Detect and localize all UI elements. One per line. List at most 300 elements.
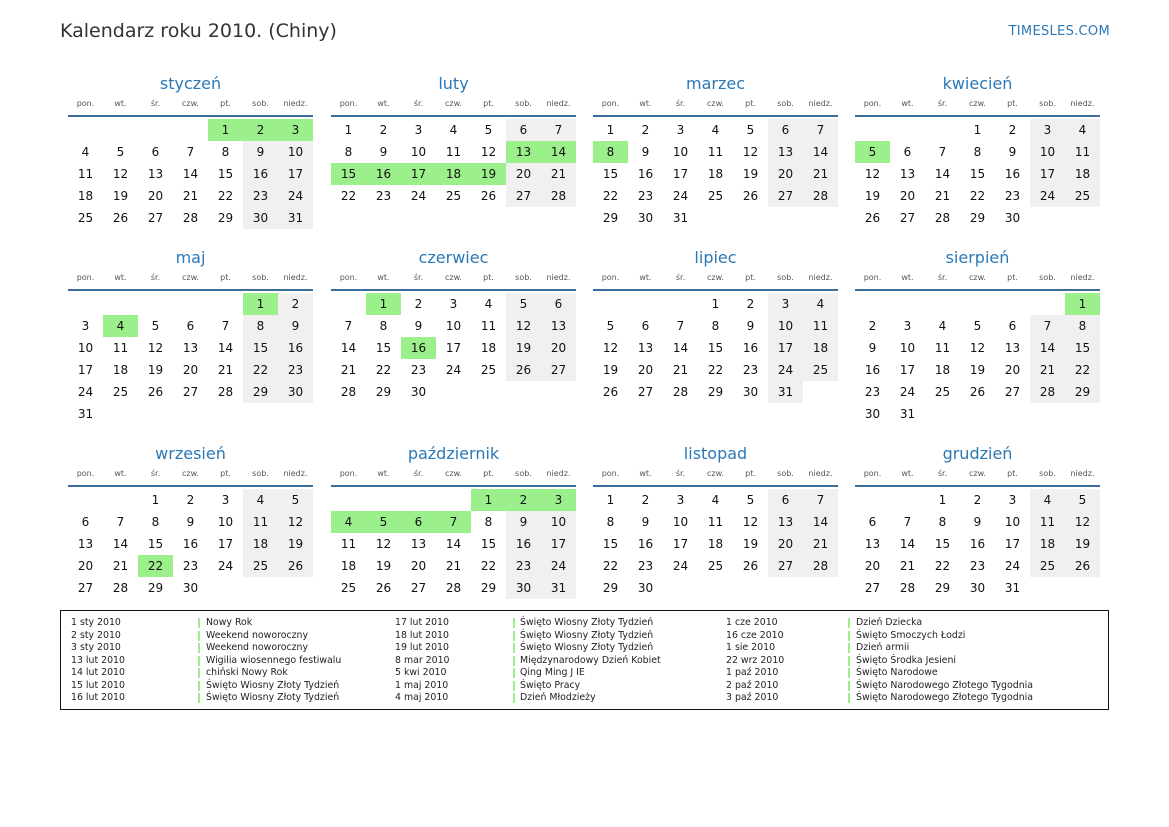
holiday-marker xyxy=(848,643,850,653)
day-cell: 21 xyxy=(803,533,838,555)
weekday-label: pt. xyxy=(1007,469,1018,478)
day-cell: 4 xyxy=(711,123,720,137)
day-cell: 18 xyxy=(436,163,471,185)
month-block xyxy=(68,247,313,425)
day-cell: 13 xyxy=(899,167,916,181)
day-grid xyxy=(68,291,313,425)
day-cell: 12 xyxy=(602,341,619,355)
month-block xyxy=(68,443,313,599)
day-cell: 6 xyxy=(768,489,803,511)
day-cell: 25 xyxy=(340,581,357,595)
day-cell: 2 xyxy=(414,297,423,311)
weekday-label: pon. xyxy=(339,273,358,282)
day-cell: 19 xyxy=(147,363,164,377)
day-cell: 5 xyxy=(366,511,401,533)
weekday-header xyxy=(68,97,313,117)
weekday-header xyxy=(855,271,1100,291)
holiday-date: 17 lut 2010 xyxy=(395,617,449,628)
weekday-label: pt. xyxy=(1007,273,1018,282)
day-cell: 13 xyxy=(864,537,881,551)
day-cell: 24 xyxy=(410,189,427,203)
holiday-name: Święto Wiosny Złoty Tydzień xyxy=(206,692,340,703)
day-cell: 22 xyxy=(969,189,986,203)
day-cell: 12 xyxy=(742,515,759,529)
weekday-label: czw. xyxy=(969,273,986,282)
weekday-label: pt. xyxy=(745,273,756,282)
weekday-header xyxy=(68,271,313,291)
day-cell: 15 xyxy=(602,167,619,181)
day-cell: 20 xyxy=(1004,363,1021,377)
day-cell: 22 xyxy=(375,363,392,377)
holiday-marker xyxy=(198,618,200,628)
day-cell: 1 xyxy=(606,493,615,507)
holiday-date: 22 wrz 2010 xyxy=(726,654,785,666)
holiday-marker xyxy=(198,681,200,691)
weekday-label: pon. xyxy=(339,99,358,108)
day-cell: 19 xyxy=(969,363,986,377)
holiday-list xyxy=(60,610,1109,710)
day-cell: 8 xyxy=(711,319,720,333)
day-cell: 13 xyxy=(768,141,803,163)
weekday-label: śr. xyxy=(675,469,686,478)
day-cell: 21 xyxy=(112,559,129,573)
day-cell: 4 xyxy=(243,489,278,511)
day-cell: 26 xyxy=(112,211,129,225)
brand-link[interactable]: TIMESLES.COM xyxy=(1008,24,1110,39)
day-cell: 23 xyxy=(182,559,199,573)
day-cell: 20 xyxy=(864,559,881,573)
day-cell: 14 xyxy=(541,141,576,163)
day-cell: 10 xyxy=(1004,515,1021,529)
day-cell: 20 xyxy=(182,363,199,377)
empty-cell xyxy=(628,293,663,315)
day-cell: 27 xyxy=(147,211,164,225)
weekday-label: niedz. xyxy=(1070,273,1095,282)
day-cell: 17 xyxy=(899,363,916,377)
day-cell: 8 xyxy=(344,145,353,159)
day-cell: 16 xyxy=(243,163,278,185)
day-cell: 11 xyxy=(340,537,357,551)
weekday-label: pon. xyxy=(339,469,358,478)
day-cell: 24 xyxy=(672,189,689,203)
day-grid xyxy=(331,291,576,403)
day-cell: 15 xyxy=(707,341,724,355)
day-cell: 8 xyxy=(221,145,230,159)
empty-cell xyxy=(471,381,506,403)
day-cell: 23 xyxy=(742,363,759,377)
day-cell: 16 xyxy=(366,163,401,185)
empty-cell xyxy=(1065,207,1100,229)
day-cell: 1 xyxy=(711,297,720,311)
day-cell: 30 xyxy=(637,581,654,595)
day-grid xyxy=(68,117,313,229)
day-cell: 18 xyxy=(803,337,838,359)
weekday-label: sob. xyxy=(777,469,794,478)
holiday-name: Weekend noworoczny xyxy=(206,642,309,653)
day-cell: 22 xyxy=(602,189,619,203)
empty-cell xyxy=(698,577,733,599)
day-cell: 31 xyxy=(768,381,803,403)
day-cell: 8 xyxy=(593,141,628,163)
empty-cell xyxy=(855,489,890,511)
day-cell: 20 xyxy=(77,559,94,573)
day-cell: 26 xyxy=(602,385,619,399)
day-cell: 23 xyxy=(1004,189,1021,203)
day-cell: 5 xyxy=(278,489,313,511)
day-cell: 17 xyxy=(217,537,234,551)
day-cell: 13 xyxy=(506,141,541,163)
weekday-label: czw. xyxy=(969,99,986,108)
holiday-marker xyxy=(198,693,200,703)
day-cell: 29 xyxy=(243,381,278,403)
day-cell: 16 xyxy=(969,537,986,551)
day-cell: 24 xyxy=(217,559,234,573)
day-grid xyxy=(593,487,838,599)
day-cell: 8 xyxy=(484,515,493,529)
day-cell: 11 xyxy=(934,341,951,355)
day-cell: 11 xyxy=(77,167,94,181)
day-cell: 23 xyxy=(969,559,986,573)
day-cell: 16 xyxy=(637,537,654,551)
day-cell: 6 xyxy=(768,119,803,141)
day-cell: 4 xyxy=(103,315,138,337)
day-cell: 13 xyxy=(147,167,164,181)
day-cell: 29 xyxy=(969,211,986,225)
holiday-name: Święto Wiosny Złoty Tydzień xyxy=(520,629,654,641)
empty-cell xyxy=(855,119,890,141)
day-cell: 18 xyxy=(77,189,94,203)
weekday-label: czw. xyxy=(969,469,986,478)
holiday-name: Święto Środka Jesieni xyxy=(856,654,956,666)
day-cell: 17 xyxy=(1004,537,1021,551)
day-cell: 11 xyxy=(480,319,497,333)
empty-cell xyxy=(436,381,471,403)
weekday-header xyxy=(593,97,838,117)
day-cell: 20 xyxy=(541,337,576,359)
day-cell: 17 xyxy=(672,537,689,551)
day-cell: 10 xyxy=(77,341,94,355)
day-cell: 12 xyxy=(1065,511,1100,533)
empty-cell xyxy=(925,403,960,425)
month-block xyxy=(331,443,576,599)
month-block xyxy=(593,247,838,403)
weekday-label: czw. xyxy=(445,99,462,108)
holiday-name: chiński Nowy Rok xyxy=(206,667,288,678)
day-cell: 26 xyxy=(480,189,497,203)
weekday-label: czw. xyxy=(707,273,724,282)
holiday-marker xyxy=(198,643,200,653)
holiday-date: 13 lut 2010 xyxy=(71,654,125,666)
day-cell: 15 xyxy=(243,337,278,359)
day-cell: 22 xyxy=(138,555,173,577)
day-cell: 5 xyxy=(746,123,755,137)
day-cell: 7 xyxy=(938,145,947,159)
day-cell: 27 xyxy=(864,581,881,595)
day-cell: 12 xyxy=(506,315,541,337)
weekday-header xyxy=(68,467,313,487)
empty-cell xyxy=(995,403,1030,425)
day-cell: 20 xyxy=(410,559,427,573)
day-cell: 24 xyxy=(77,385,94,399)
day-cell: 31 xyxy=(77,407,94,421)
weekday-label: niedz. xyxy=(546,469,571,478)
day-cell: 12 xyxy=(480,145,497,159)
day-cell: 26 xyxy=(278,555,313,577)
day-cell: 20 xyxy=(506,163,541,185)
empty-cell xyxy=(803,577,838,599)
day-cell: 18 xyxy=(934,363,951,377)
weekday-header xyxy=(593,271,838,291)
holiday-date: 1 sty 2010 xyxy=(71,617,121,628)
empty-cell xyxy=(803,207,838,229)
day-cell: 13 xyxy=(637,341,654,355)
day-cell: 7 xyxy=(436,511,471,533)
day-cell: 25 xyxy=(445,189,462,203)
empty-cell xyxy=(506,381,541,403)
day-cell: 17 xyxy=(1030,163,1065,185)
day-cell: 16 xyxy=(506,533,541,555)
day-cell: 30 xyxy=(969,581,986,595)
weekday-label: niedz. xyxy=(808,99,833,108)
holiday-date: 15 lut 2010 xyxy=(71,679,125,691)
day-cell: 3 xyxy=(903,319,912,333)
weekday-label: czw. xyxy=(707,469,724,478)
day-cell: 6 xyxy=(151,145,160,159)
day-cell: 25 xyxy=(803,359,838,381)
month-name: kwiecień xyxy=(942,74,1013,93)
day-cell: 4 xyxy=(81,145,90,159)
day-cell: 16 xyxy=(401,337,436,359)
day-cell: 23 xyxy=(506,555,541,577)
holiday-name: Weekend noworoczny xyxy=(206,629,309,641)
day-cell: 13 xyxy=(182,341,199,355)
day-cell: 1 xyxy=(344,123,353,137)
day-cell: 21 xyxy=(803,163,838,185)
empty-cell xyxy=(68,489,103,511)
empty-cell xyxy=(103,293,138,315)
weekday-label: wt. xyxy=(901,469,914,478)
day-cell: 19 xyxy=(471,163,506,185)
day-cell: 15 xyxy=(480,537,497,551)
day-cell: 15 xyxy=(147,537,164,551)
day-cell: 30 xyxy=(182,581,199,595)
day-cell: 19 xyxy=(864,189,881,203)
weekday-label: pon. xyxy=(601,273,620,282)
weekday-label: sob. xyxy=(777,273,794,282)
holiday-name: Nowy Rok xyxy=(206,617,253,628)
day-cell: 23 xyxy=(410,363,427,377)
day-cell: 19 xyxy=(112,189,129,203)
day-cell: 3 xyxy=(768,293,803,315)
day-cell: 2 xyxy=(379,123,388,137)
day-cell: 12 xyxy=(278,511,313,533)
day-cell: 23 xyxy=(375,189,392,203)
empty-cell xyxy=(593,293,628,315)
holiday-date: 1 sie 2010 xyxy=(726,642,776,653)
weekday-label: śr. xyxy=(150,469,161,478)
day-cell: 6 xyxy=(868,515,877,529)
day-cell: 14 xyxy=(340,341,357,355)
empty-cell xyxy=(401,489,436,511)
weekday-label: sob. xyxy=(1039,99,1056,108)
day-cell: 25 xyxy=(77,211,94,225)
holiday-marker xyxy=(513,693,515,703)
month-name: styczeń xyxy=(159,74,222,93)
weekday-header xyxy=(855,97,1100,117)
day-cell: 23 xyxy=(278,359,313,381)
day-cell: 6 xyxy=(541,293,576,315)
empty-cell xyxy=(925,119,960,141)
weekday-label: sob. xyxy=(515,469,532,478)
day-cell: 4 xyxy=(1030,489,1065,511)
day-cell: 2 xyxy=(641,493,650,507)
day-grid xyxy=(68,487,313,599)
holiday-marker xyxy=(513,631,515,641)
day-cell: 19 xyxy=(506,337,541,359)
day-cell: 19 xyxy=(602,363,619,377)
holiday-date: 2 paź 2010 xyxy=(726,679,779,691)
day-cell: 22 xyxy=(243,359,278,381)
day-cell: 14 xyxy=(899,537,916,551)
day-cell: 27 xyxy=(768,555,803,577)
day-cell: 6 xyxy=(641,319,650,333)
holiday-name: Święto Pracy xyxy=(520,679,581,691)
holiday-date: 14 lut 2010 xyxy=(71,667,125,678)
day-cell: 3 xyxy=(278,119,313,141)
holiday-date: 1 paź 2010 xyxy=(726,667,779,678)
holiday-marker xyxy=(513,618,515,628)
day-cell: 15 xyxy=(375,341,392,355)
weekday-label: niedz. xyxy=(808,469,833,478)
day-cell: 10 xyxy=(768,315,803,337)
empty-cell xyxy=(1030,403,1065,425)
weekday-header xyxy=(855,467,1100,487)
day-cell: 17 xyxy=(77,363,94,377)
day-cell: 10 xyxy=(217,515,234,529)
day-cell: 11 xyxy=(1065,141,1100,163)
day-cell: 26 xyxy=(1065,555,1100,577)
day-cell: 11 xyxy=(243,511,278,533)
month-name: marzec xyxy=(685,74,745,93)
holiday-marker xyxy=(513,668,515,678)
weekday-label: wt. xyxy=(377,273,390,282)
empty-cell xyxy=(68,293,103,315)
weekday-label: pon. xyxy=(76,469,95,478)
weekday-label: pt. xyxy=(483,273,494,282)
day-cell: 12 xyxy=(112,167,129,181)
day-cell: 15 xyxy=(969,167,986,181)
day-cell: 3 xyxy=(414,123,423,137)
day-cell: 16 xyxy=(182,537,199,551)
day-cell: 10 xyxy=(1030,141,1065,163)
weekday-label: pt. xyxy=(220,273,231,282)
holiday-name: Święto Narodowe xyxy=(856,667,938,678)
day-cell: 14 xyxy=(182,167,199,181)
day-cell: 8 xyxy=(379,319,388,333)
empty-cell xyxy=(803,381,838,403)
weekday-label: sob. xyxy=(1039,273,1056,282)
day-cell: 27 xyxy=(1004,385,1021,399)
day-cell: 2 xyxy=(973,493,982,507)
empty-cell xyxy=(960,293,995,315)
empty-cell xyxy=(208,577,243,599)
day-cell: 16 xyxy=(278,337,313,359)
day-cell: 27 xyxy=(506,185,541,207)
weekday-label: czw. xyxy=(707,99,724,108)
day-cell: 8 xyxy=(151,515,160,529)
day-cell: 19 xyxy=(742,167,759,181)
weekday-label: pt. xyxy=(745,469,756,478)
day-cell: 7 xyxy=(903,515,912,529)
day-cell: 7 xyxy=(1030,315,1065,337)
day-cell: 21 xyxy=(182,189,199,203)
empty-cell xyxy=(890,489,925,511)
day-cell: 18 xyxy=(340,559,357,573)
holiday-name: Święto Narodowego Złotego Tygodnia xyxy=(856,679,1033,691)
day-cell: 11 xyxy=(445,145,462,159)
day-grid xyxy=(331,117,576,207)
day-cell: 18 xyxy=(1065,163,1100,185)
day-cell: 24 xyxy=(278,185,313,207)
day-cell: 10 xyxy=(672,145,689,159)
holiday-marker xyxy=(198,631,200,641)
holiday-marker xyxy=(198,656,200,666)
empty-cell xyxy=(173,119,208,141)
day-cell: 18 xyxy=(243,533,278,555)
month-block xyxy=(593,73,838,229)
day-cell: 6 xyxy=(903,145,912,159)
weekday-label: czw. xyxy=(182,273,199,282)
day-cell: 25 xyxy=(707,559,724,573)
day-cell: 26 xyxy=(864,211,881,225)
day-cell: 14 xyxy=(672,341,689,355)
day-cell: 25 xyxy=(934,385,951,399)
holiday-name: Święto Wiosny Złoty Tydzień xyxy=(520,642,654,653)
day-cell: 17 xyxy=(541,533,576,555)
day-cell: 7 xyxy=(116,515,125,529)
empty-cell xyxy=(541,381,576,403)
empty-cell xyxy=(103,119,138,141)
weekday-label: niedz. xyxy=(546,273,571,282)
day-cell: 15 xyxy=(602,537,619,551)
empty-cell xyxy=(208,403,243,425)
day-cell: 3 xyxy=(221,493,230,507)
day-cell: 21 xyxy=(672,363,689,377)
weekday-label: śr. xyxy=(150,273,161,282)
month-name: lipiec xyxy=(694,248,737,267)
day-cell: 1 xyxy=(938,493,947,507)
day-cell: 16 xyxy=(742,341,759,355)
day-cell: 4 xyxy=(449,123,458,137)
day-cell: 23 xyxy=(637,559,654,573)
day-cell: 12 xyxy=(147,341,164,355)
day-cell: 6 xyxy=(401,511,436,533)
day-cell: 28 xyxy=(217,385,234,399)
day-cell: 17 xyxy=(672,167,689,181)
holiday-name: Święto Wiosny Złoty Tydzień xyxy=(520,617,654,628)
day-cell: 5 xyxy=(746,493,755,507)
day-cell: 12 xyxy=(864,167,881,181)
weekday-label: wt. xyxy=(114,273,127,282)
weekday-label: sob. xyxy=(1039,469,1056,478)
day-cell: 28 xyxy=(934,211,951,225)
day-cell: 9 xyxy=(278,315,313,337)
day-cell: 31 xyxy=(1004,581,1021,595)
day-cell: 20 xyxy=(899,189,916,203)
day-cell: 22 xyxy=(707,363,724,377)
holiday-marker xyxy=(848,656,850,666)
day-cell: 15 xyxy=(1065,337,1100,359)
